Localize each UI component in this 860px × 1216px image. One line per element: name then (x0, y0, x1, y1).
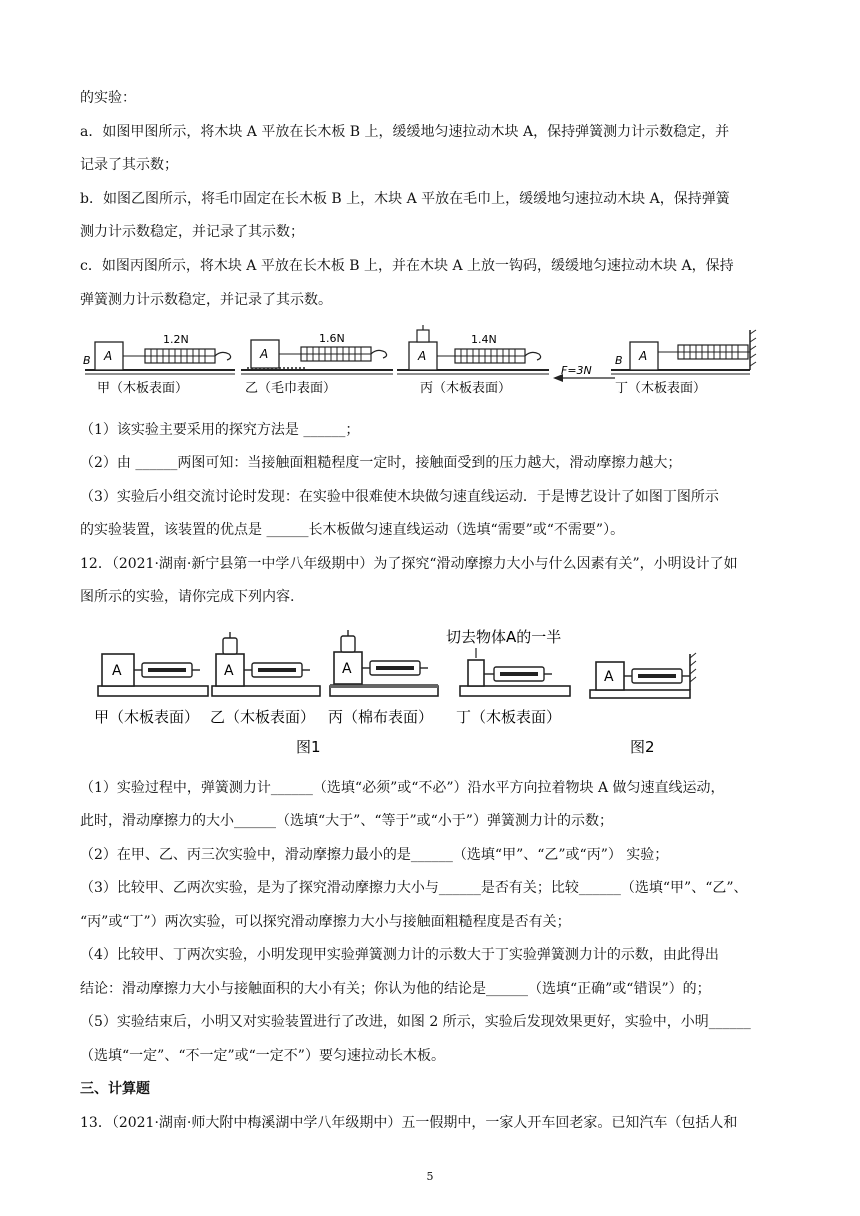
question-part: 此时，滑动摩擦力的大小______（选填“大于”、“等于”或“小于”）弹簧测力计的示数； (80, 813, 613, 829)
question-part: 的实验装置，该装置的优点是 ______长木板做匀速直线运动（选填“需要”或“不需要”）。 (80, 522, 625, 538)
cut-label: 切去物体A的一半 (446, 628, 562, 646)
half-block-a (468, 660, 484, 686)
panel-yi (241, 332, 393, 396)
spring-scale (370, 661, 420, 675)
block-a-label: A (342, 661, 352, 677)
block-a-label: A (260, 347, 269, 361)
panel-caption: 甲（木板表面） (97, 381, 189, 396)
question-stem: 12．（2021·湖南·新宁县第一中学八年级期中）为了探究“滑动摩擦力大小与什么因素有关”，小明设计了如 (80, 556, 738, 572)
page-number: 5 (426, 1170, 434, 1183)
panel-caption: 丁（木板表面） (615, 381, 707, 396)
panel-caption: 乙（木板表面） (210, 708, 316, 726)
text-line: a．如图甲图所示，将木块 A 平放在长木板 B 上，缓缓地匀速拉动木块 A，保持弹簧测力计示数稳定，并 (80, 124, 730, 140)
reading-label: 1.6N (319, 332, 345, 345)
block-a-label: A (112, 663, 122, 679)
panel-bing (397, 325, 549, 396)
question-part: （1）实验过程中，弹簧测力计______（选填“必须”或“不必”）沿水平方向拉着物块 A 做匀速直线运动， (80, 780, 725, 796)
experiment-figure-q11 (75, 322, 765, 402)
figure-2 (590, 653, 696, 756)
question-part: （2）在甲、乙、丙三次实验中，滑动摩擦力最小的是______（选填“甲”、“乙”或“丙”） 实验； (80, 847, 669, 863)
weight-icon (417, 330, 429, 342)
weight-icon (223, 638, 237, 654)
spring-scale (678, 345, 748, 359)
force-label: F=3N (561, 364, 592, 377)
block-a-label: A (639, 349, 648, 363)
section-heading: 三、计算题 (80, 1081, 150, 1097)
question-part: （4）比较甲、丁两次实验，小明发现甲实验弹簧测力计的示数大于丁实验弹簧测力计的示数，由此得出 (80, 947, 719, 963)
hand-icon (371, 350, 387, 358)
spring-scale (145, 349, 215, 363)
panel-caption: 丁（木板表面） (456, 708, 562, 726)
panel-caption: 乙（毛巾表面） (245, 381, 337, 396)
spring-scale (142, 663, 192, 677)
question-part: “丙”或“丁”）两次实验，可以探究滑动摩擦力大小与接触面粗糙程度是否有关； (80, 914, 571, 930)
panel-caption: 甲（木板表面） (94, 708, 200, 726)
panel-ding (553, 330, 756, 396)
panel-ding (446, 628, 570, 726)
spring-scale (301, 347, 371, 361)
hand-icon (525, 352, 541, 360)
reading-label: 1.2N (163, 333, 189, 346)
text-line: 弹簧测力计示数稳定，并记录了其示数。 (80, 292, 332, 308)
reading-label: 1.4N (471, 333, 497, 346)
block-a-label: A (418, 349, 427, 363)
panel-caption: 丙（木板表面） (420, 381, 512, 396)
spring-scale (494, 667, 544, 681)
figure-label: 图1 (296, 738, 321, 756)
hand-icon (215, 352, 231, 360)
question-stem: 13．（2021·湖南·师大附中梅溪湖中学八年级期中）五一假期中，一家人开车回老家。已知汽车（包括人和 (80, 1115, 738, 1131)
text-line: 记录了其示数； (80, 157, 178, 173)
question-part: （3）实验后小组交流讨论时发现：在实验中很难使木块做匀速直线运动．于是博艺设计了如图丁图所示 (80, 489, 719, 505)
text-line: c．如图丙图所示，将木块 A 平放在长木板 B 上，并在木块 A 上放一钩码，缓缓地匀速拉动木块 A，保持 (80, 258, 734, 274)
spring-scale (632, 669, 682, 683)
spring-scale (455, 349, 525, 363)
panel-caption: 丙（棉布表面） (328, 708, 434, 726)
panel-yi (210, 632, 320, 726)
question-part: 结论：滑动摩擦力大小与接触面积的大小有关；你认为他的结论是______（选填“正确”或“错误”）的； (80, 981, 711, 997)
text-line: 的实验： (80, 90, 136, 106)
text-line: b．如图乙图所示，将毛巾固定在长木板 B 上，木块 A 平放在毛巾上，缓缓地匀速拉动木块 A，保持弹簧 (80, 191, 730, 207)
question-part: （1）该实验主要采用的探究方法是 ______； (80, 422, 360, 438)
block-a-label: A (224, 663, 234, 679)
board-b-label: B (615, 354, 623, 367)
panel-jia (94, 654, 208, 726)
weight-icon (341, 636, 355, 652)
question-part: （3）比较甲、乙两次实验，是为了探究滑动摩擦力大小与______是否有关；比较______（选填“甲”、“乙”、 (80, 880, 748, 896)
experiment-figure-q12 (90, 622, 710, 762)
text-line: 测力计示数稳定，并记录了其示数； (80, 224, 304, 240)
spring-scale (252, 663, 302, 677)
question-part: （2）由 ______两图可知：当接触面粗糙程度一定时，接触面受到的压力越大，滑动摩擦力越大； (80, 455, 682, 471)
question-part: （5）实验结束后，小明又对实验装置进行了改进，如图 2 所示，实验后发现效果更好，实验中，小明______ (80, 1014, 751, 1030)
board-b-label: B (83, 354, 91, 367)
block-a-label: A (104, 349, 113, 363)
panel-bing (328, 630, 438, 726)
question-part: （选填“一定”、“不一定”或“一定不”）要匀速拉动长木板。 (80, 1048, 445, 1064)
block-a-label: A (604, 669, 614, 685)
figure-label: 图2 (630, 738, 655, 756)
panel-jia (83, 333, 235, 396)
question-stem: 图所示的实验，请你完成下列内容. (80, 589, 295, 605)
